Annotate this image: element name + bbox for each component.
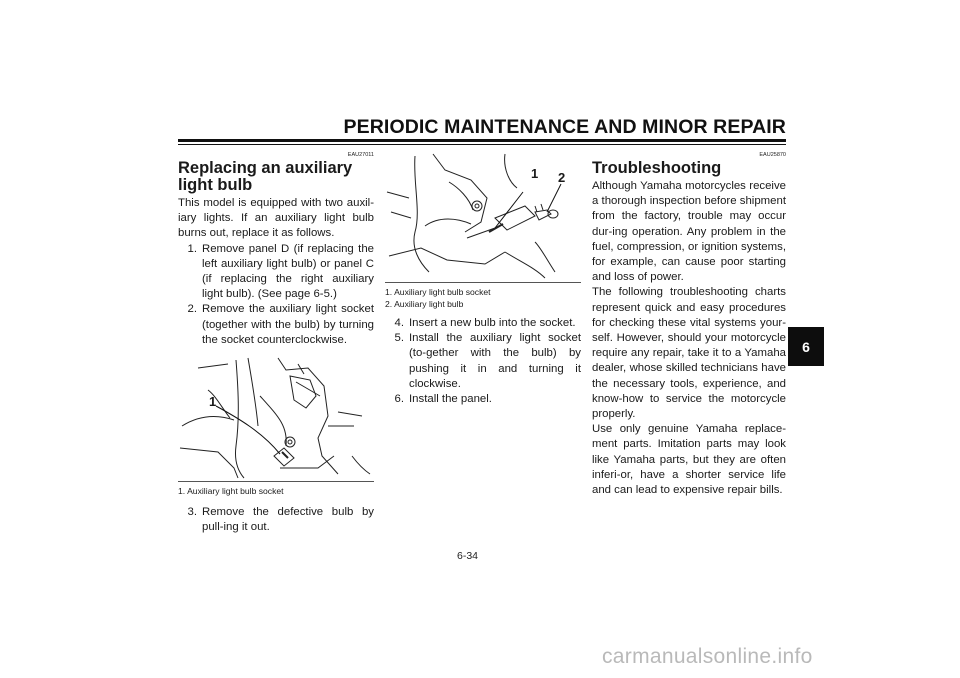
step-item [385, 392, 581, 407]
step-number: 4. [394, 317, 404, 329]
figure-caption: 1. Auxiliary light bulb socket [178, 486, 284, 497]
socket-location-illustration [178, 356, 374, 479]
column-left [178, 152, 374, 535]
body-paragraph: Although Yamaha motorcycles receive a thorough inspection before shipment from the factory, trouble may occur dur-ing operation. Any problem in the fuel, compression, or ignition systems, for example, can cause poor starting and loss of power. [592, 180, 786, 284]
figure-socket-location [178, 356, 374, 479]
step-number: 5. [394, 332, 404, 345]
figure-caption: 2. Auxiliary light bulb [385, 299, 464, 309]
step-item [178, 505, 374, 535]
section-code: EAU27011 [347, 152, 374, 158]
column-middle [385, 152, 581, 407]
column-right [592, 152, 786, 498]
body-paragraph: The following troubleshooting charts represent quick and easy procedures for checking these vital systems your-self. However, should your motorcycle require any repair, take it to a Yamaha dealer, whose skilled technicians have the necessary tools, experience, and know-how to service the motorcycle properly. [592, 286, 786, 421]
chapter-tab: 6 [788, 327, 824, 366]
step-text: Remove panel D (if replacing the left auxiliary light bulb) or panel C (if replacing the right auxiliary light bulb). (See page 6-5.) [202, 242, 374, 301]
header-rule [178, 139, 786, 142]
step-text: Remove the defective bulb by pull-ing it out. [202, 506, 374, 534]
step-number: 2. [187, 303, 197, 316]
page-header-title: PERIODIC MAINTENANCE AND MINOR REPAIR [343, 116, 786, 138]
step-item [178, 302, 374, 348]
step-number: 6. [394, 393, 404, 406]
intro-paragraph: This model is equipped with two auxil-iary lights. If an auxiliary light bulb burns out, replace it as follows. [178, 197, 374, 240]
step-text: Install the auxiliary light socket (to-gether with the bulb) by pushing it in and turning it clockwise. [409, 332, 581, 390]
section-heading: Troubleshooting [592, 159, 722, 177]
step-item [178, 242, 374, 303]
figure-bulb-removal [385, 152, 581, 280]
section-code: EAU25870 [759, 152, 786, 158]
body-paragraph: Use only genuine Yamaha replace-ment parts. Imitation parts may look like Yamaha parts, but they are often inferi-or, have a shorter service life and can lead to expensive repair bills. [592, 423, 786, 497]
figure-callout: 2 [558, 170, 566, 185]
figure-callout: 1 [209, 394, 217, 410]
header-rule-thin [178, 144, 786, 145]
figure-callout: 1 [531, 166, 539, 181]
step-item [385, 331, 581, 392]
step-item [385, 316, 581, 331]
page-number: 6-34 [457, 550, 479, 562]
caption-rule [178, 481, 374, 482]
watermark: carmanualsonline.info [602, 645, 813, 668]
step-text: Remove the auxiliary light socket (together with the bulb) by turning the socket counterclockwise. [202, 303, 374, 346]
figure-caption: 1. Auxiliary light bulb socket [385, 287, 491, 297]
step-text: Insert a new bulb into the socket. [409, 317, 576, 329]
caption-rule [385, 282, 581, 283]
section-heading: Replacing an auxiliary light bulb [178, 159, 353, 194]
step-number: 1. [187, 242, 197, 255]
step-text: Install the panel. [409, 393, 492, 406]
step-number: 3. [187, 506, 197, 519]
bulb-removal-illustration [385, 152, 581, 280]
